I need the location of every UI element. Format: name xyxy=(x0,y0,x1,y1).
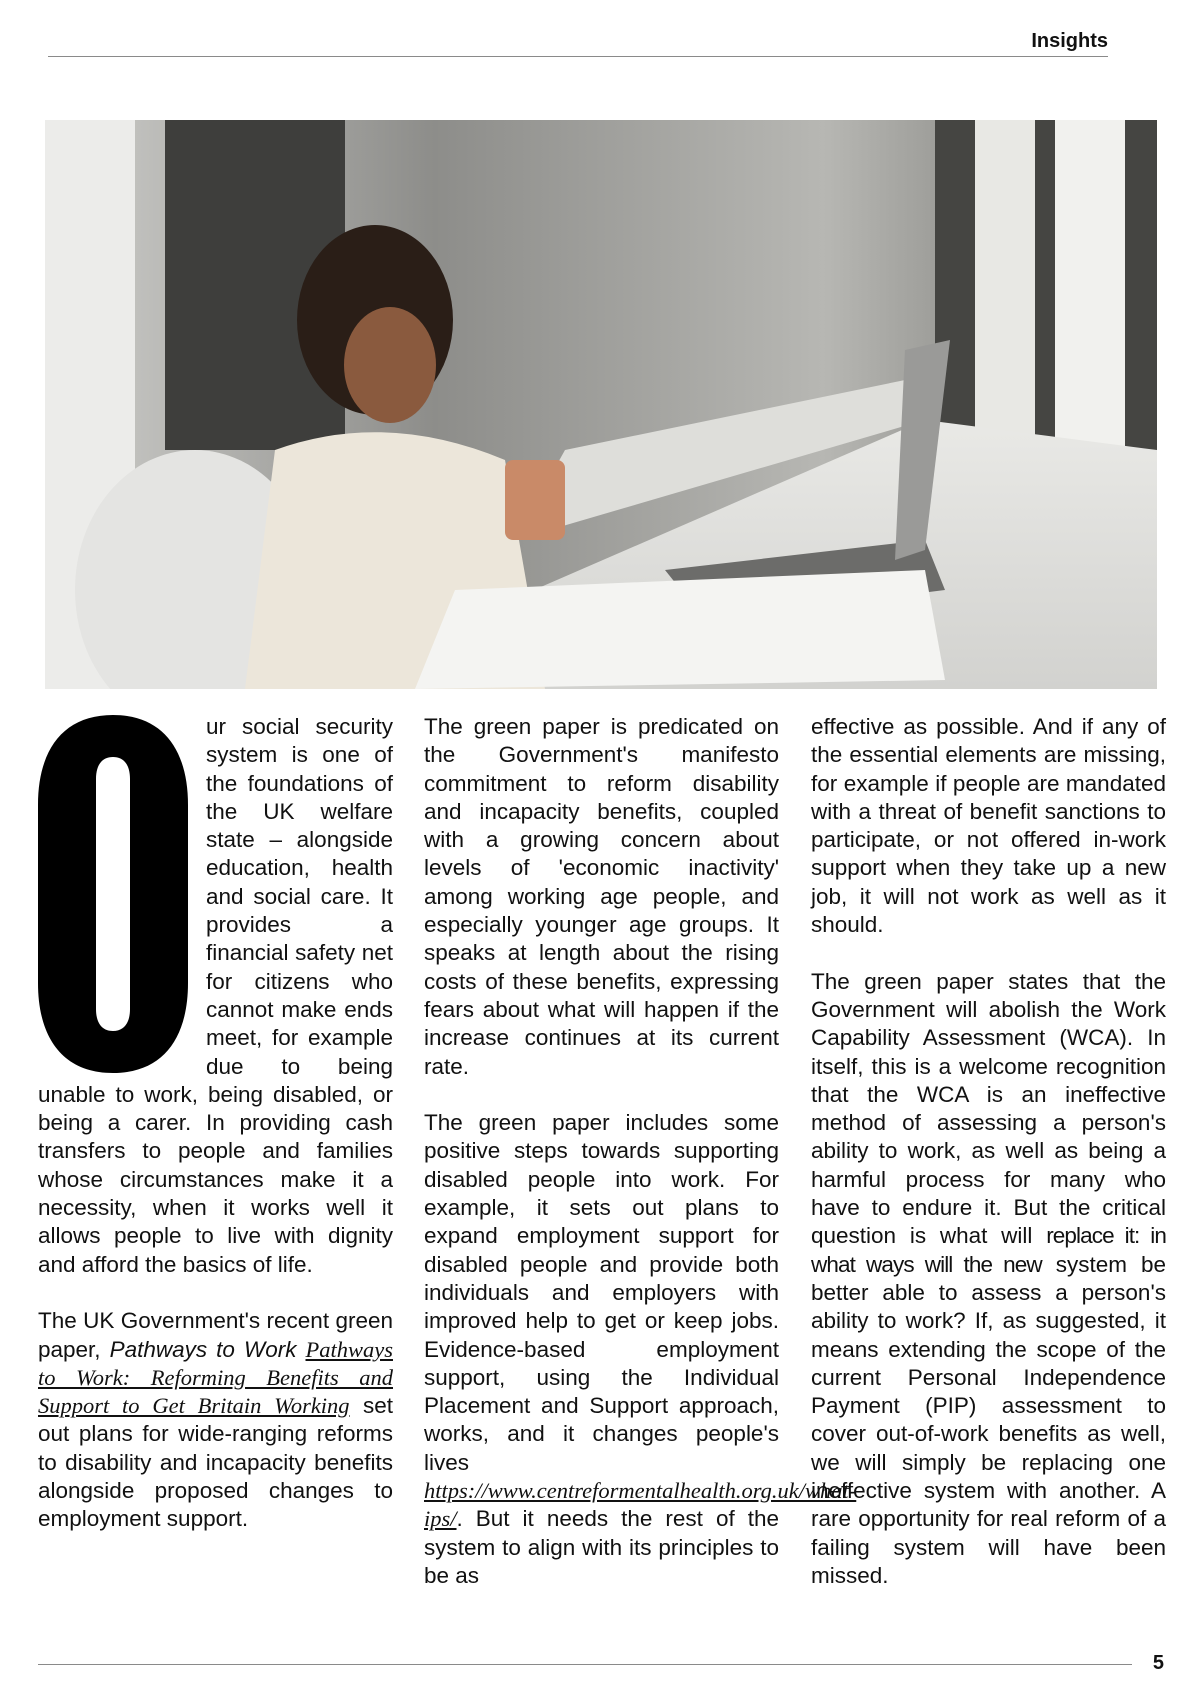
article-column-2 xyxy=(424,713,857,1619)
col2-paragraph-2 xyxy=(424,1109,857,1590)
col1-paragraph-2 xyxy=(38,1307,393,1533)
article-column-3 xyxy=(811,713,1166,1619)
col3-p2-b: replace it: in what ways will the new xyxy=(811,1223,1166,1277)
col3-paragraph-1: effective as possible. And if any of the essential elements are missing, for example if people are mandated with a threat of benefit sanctions to participate, or not offered in-work support when they take up a new job, it will not work as well as it should. xyxy=(811,714,1166,938)
article-photo xyxy=(45,120,1157,689)
ips-link[interactable]: https://www.centreformentalhealth.org.uk/what-ips/ xyxy=(424,1478,857,1532)
col3-p2-a: The green paper states that the Government will abolish the Work Capability Assessment (WCA). In itself, this is a welcome recognition that the WCA is an ineffective method of assessing a person's ability to work, as well as being a harmful process for many who have to endure it. But the critical question is what will xyxy=(811,968,1166,1249)
footer-divider xyxy=(38,1664,1132,1665)
col1-paragraph-1: ur social security system is one of the foundations of the UK welfare state – alongside education, health and social care. It provides a financial safety net for citizens who cannot make ends meet, for example due to being unable to work, being disabled, or being a carer. In providing cash transfers to people and families whose circumstances make it a necessity, when it works well it allows people to live with dignity and afford the basics of life. xyxy=(38,714,393,1277)
photo-illustration xyxy=(45,120,1157,689)
dropcap-letter xyxy=(38,715,188,1073)
col1-p2-after: set out plans for wide-ranging reforms to disability and incapacity benefits alongside proposed changes to employment support. xyxy=(38,1393,393,1532)
col3-p2-c: system be better able to assess a person's ability to work? If, as suggested, it means extending the scope of the current Personal Independence Payment (PIP) assessment to cover out-of-work benefits as well, we will simply be replacing one ineffective system with another. A rare opportunity for real reform of a failing system will have been missed. xyxy=(811,1251,1166,1588)
green-paper-link[interactable]: Pathways to Work: Reforming Benefits and Support to Get Britain Working xyxy=(38,1336,393,1419)
col3-paragraph-2 xyxy=(811,968,1166,1591)
page-number: 5 xyxy=(1152,1652,1164,1674)
green-paper-title: Pathways to Work xyxy=(109,1336,297,1362)
col2-p2-after: . But it needs the rest of the system to align with its principles to be as xyxy=(424,1506,779,1588)
col1-p2-before: The UK Government's recent green paper, xyxy=(38,1308,393,1362)
article-column-1 xyxy=(38,713,393,1562)
col2-p2-before: The green paper includes some positive steps towards supporting disabled people into work. For example, it sets out plans to expand employment support for disabled people and provide both individuals and employers with improved help to get or keep jobs. Evidence-based employment support, using the Individual Placement and Support approach, works, and it changes people's lives xyxy=(424,1110,779,1475)
col2-paragraph-1: The green paper is predicated on the Government's manifesto commitment to reform disability and incapacity benefits, coupled with a growing concern about levels of 'economic inactivity' among working age people, and especially younger age groups. It speaks at length about the rising costs of these benefits, expressing fears about what will happen if the increase continues at its current rate. xyxy=(424,714,779,1079)
section-label: Insights xyxy=(1031,30,1108,52)
header-divider xyxy=(48,56,1108,57)
